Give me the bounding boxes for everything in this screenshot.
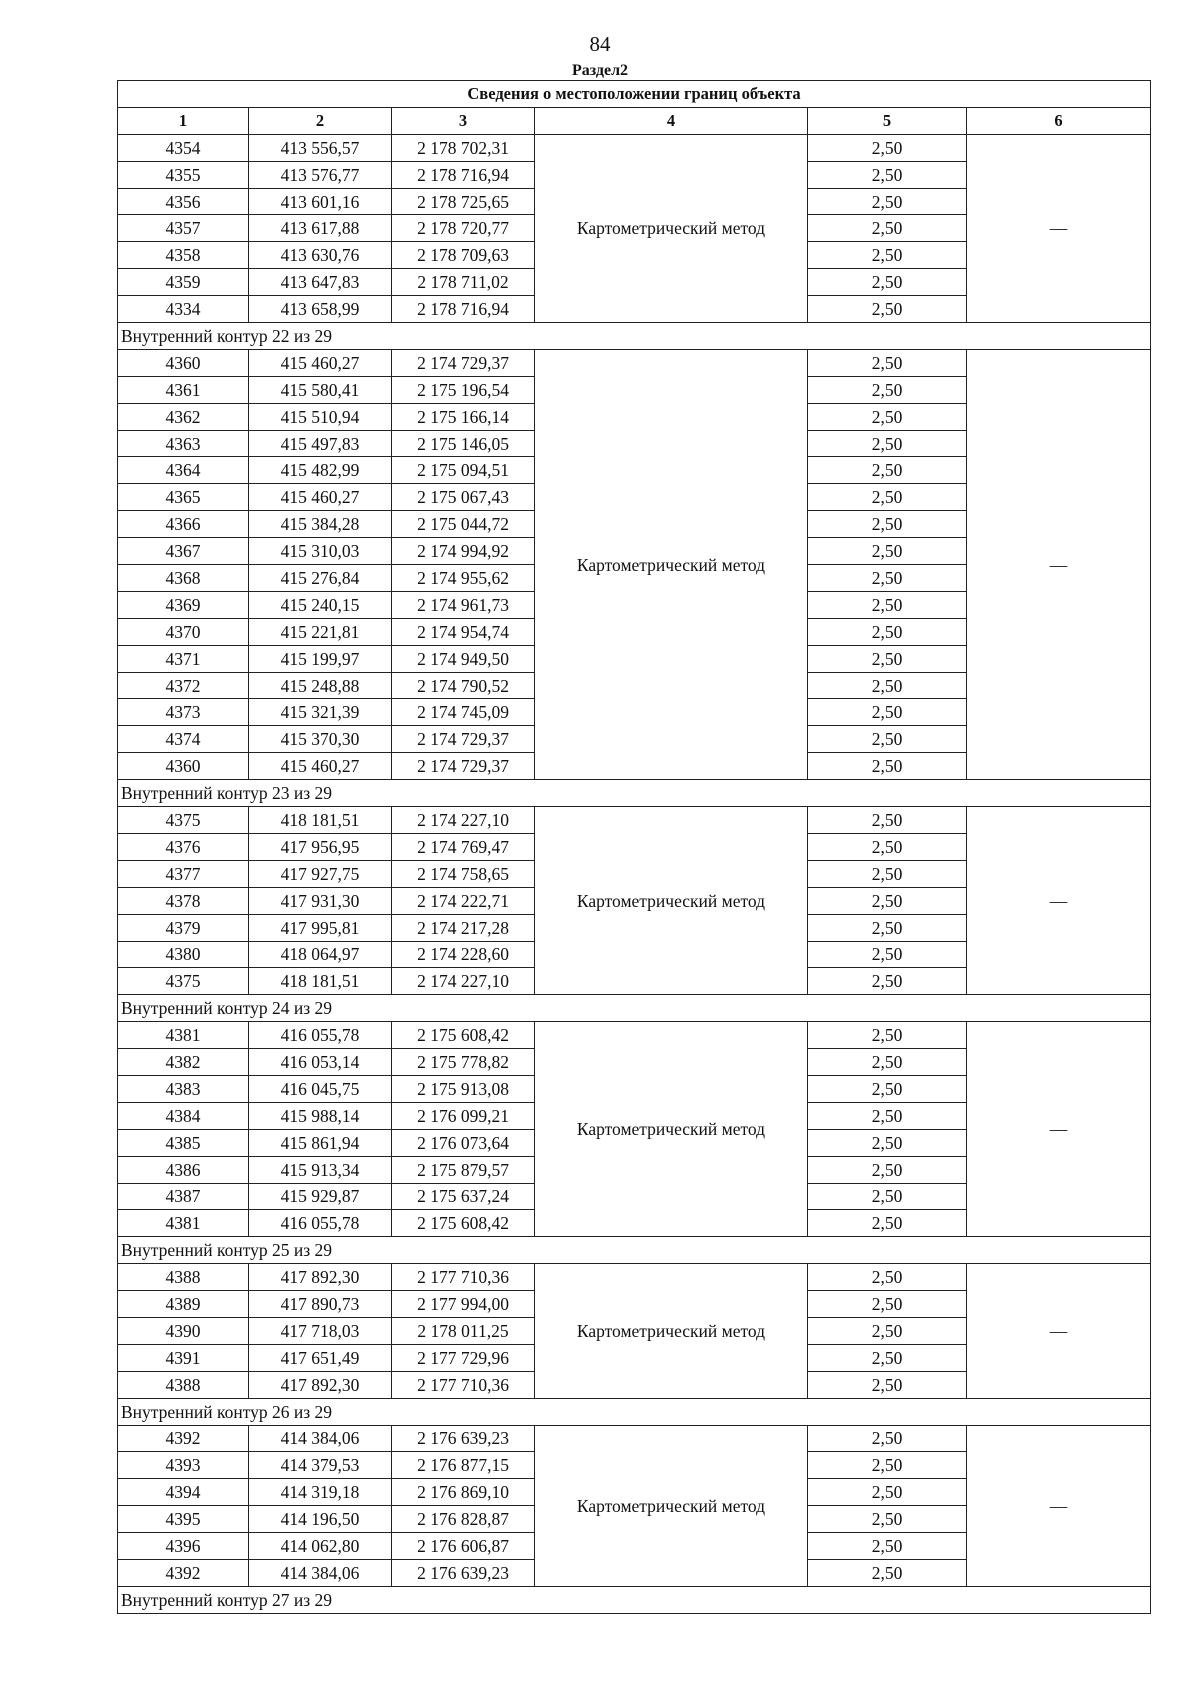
column-6-cell: — <box>967 134 1151 322</box>
point-number-cell: 4381 <box>118 1022 249 1049</box>
point-number-cell: 4389 <box>118 1291 249 1318</box>
point-number-cell: 4362 <box>118 403 249 430</box>
y-coordinate-cell: 2 178 709,63 <box>392 242 535 269</box>
x-coordinate-cell: 417 892,30 <box>249 1371 392 1398</box>
x-coordinate-cell: 413 556,57 <box>249 134 392 161</box>
y-coordinate-cell: 2 176 073,64 <box>392 1129 535 1156</box>
accuracy-cell: 2,50 <box>808 1559 967 1586</box>
accuracy-cell: 2,50 <box>808 672 967 699</box>
y-coordinate-cell: 2 174 729,37 <box>392 726 535 753</box>
accuracy-cell: 2,50 <box>808 1479 967 1506</box>
x-coordinate-cell: 413 617,88 <box>249 215 392 242</box>
point-number-cell: 4387 <box>118 1183 249 1210</box>
point-number-cell: 4371 <box>118 645 249 672</box>
point-number-cell: 4359 <box>118 269 249 296</box>
contour-heading: Внутренний контур 22 из 29 <box>118 323 1151 350</box>
point-number-cell: 4382 <box>118 1049 249 1076</box>
y-coordinate-cell: 2 174 227,10 <box>392 968 535 995</box>
accuracy-cell: 2,50 <box>808 511 967 538</box>
point-number-cell: 4392 <box>118 1425 249 1452</box>
accuracy-cell: 2,50 <box>808 538 967 565</box>
accuracy-cell: 2,50 <box>808 242 967 269</box>
column-6-cell: — <box>967 807 1151 995</box>
column-header: 4 <box>535 107 808 134</box>
point-number-cell: 4356 <box>118 188 249 215</box>
y-coordinate-cell: 2 174 769,47 <box>392 833 535 860</box>
accuracy-cell: 2,50 <box>808 1049 967 1076</box>
y-coordinate-cell: 2 176 099,21 <box>392 1102 535 1129</box>
method-cell: Картометрический метод <box>535 134 808 322</box>
accuracy-cell: 2,50 <box>808 403 967 430</box>
accuracy-cell: 2,50 <box>808 968 967 995</box>
column-header: 2 <box>249 107 392 134</box>
accuracy-cell: 2,50 <box>808 1264 967 1291</box>
x-coordinate-cell: 418 181,51 <box>249 968 392 995</box>
x-coordinate-cell: 415 861,94 <box>249 1129 392 1156</box>
y-coordinate-cell: 2 177 994,00 <box>392 1291 535 1318</box>
point-number-cell: 4378 <box>118 887 249 914</box>
contour-heading-row <box>118 780 1151 807</box>
x-coordinate-cell: 414 319,18 <box>249 1479 392 1506</box>
accuracy-cell: 2,50 <box>808 753 967 780</box>
accuracy-cell: 2,50 <box>808 591 967 618</box>
x-coordinate-cell: 414 062,80 <box>249 1533 392 1560</box>
x-coordinate-cell: 413 630,76 <box>249 242 392 269</box>
accuracy-cell: 2,50 <box>808 833 967 860</box>
point-number-cell: 4395 <box>118 1506 249 1533</box>
y-coordinate-cell: 2 176 639,23 <box>392 1559 535 1586</box>
x-coordinate-cell: 413 601,16 <box>249 188 392 215</box>
y-coordinate-cell: 2 174 994,92 <box>392 538 535 565</box>
accuracy-cell: 2,50 <box>808 457 967 484</box>
point-number-cell: 4363 <box>118 430 249 457</box>
y-coordinate-cell: 2 176 606,87 <box>392 1533 535 1560</box>
y-coordinate-cell: 2 174 217,28 <box>392 914 535 941</box>
point-number-cell: 4384 <box>118 1102 249 1129</box>
y-coordinate-cell: 2 178 711,02 <box>392 269 535 296</box>
y-coordinate-cell: 2 178 725,65 <box>392 188 535 215</box>
y-coordinate-cell: 2 176 828,87 <box>392 1506 535 1533</box>
accuracy-cell: 2,50 <box>808 215 967 242</box>
y-coordinate-cell: 2 176 639,23 <box>392 1425 535 1452</box>
y-coordinate-cell: 2 178 716,94 <box>392 296 535 323</box>
x-coordinate-cell: 415 482,99 <box>249 457 392 484</box>
point-number-cell: 4381 <box>118 1210 249 1237</box>
accuracy-cell: 2,50 <box>808 699 967 726</box>
y-coordinate-cell: 2 175 196,54 <box>392 376 535 403</box>
x-coordinate-cell: 417 931,30 <box>249 887 392 914</box>
x-coordinate-cell: 416 045,75 <box>249 1075 392 1102</box>
x-coordinate-cell: 416 053,14 <box>249 1049 392 1076</box>
point-number-cell: 4392 <box>118 1559 249 1586</box>
y-coordinate-cell: 2 175 637,24 <box>392 1183 535 1210</box>
accuracy-cell: 2,50 <box>808 349 967 376</box>
y-coordinate-cell: 2 174 954,74 <box>392 618 535 645</box>
table-row <box>118 1425 1151 1452</box>
accuracy-cell: 2,50 <box>808 618 967 645</box>
point-number-cell: 4388 <box>118 1371 249 1398</box>
x-coordinate-cell: 415 988,14 <box>249 1102 392 1129</box>
point-number-cell: 4376 <box>118 833 249 860</box>
y-coordinate-cell: 2 175 067,43 <box>392 484 535 511</box>
point-number-cell: 4386 <box>118 1156 249 1183</box>
accuracy-cell: 2,50 <box>808 1506 967 1533</box>
x-coordinate-cell: 413 576,77 <box>249 161 392 188</box>
contour-heading: Внутренний контур 27 из 29 <box>118 1586 1151 1613</box>
column-6-cell: — <box>967 1425 1151 1586</box>
y-coordinate-cell: 2 176 869,10 <box>392 1479 535 1506</box>
column-header: 1 <box>118 107 249 134</box>
column-header: 5 <box>808 107 967 134</box>
point-number-cell: 4366 <box>118 511 249 538</box>
accuracy-cell: 2,50 <box>808 807 967 834</box>
accuracy-cell: 2,50 <box>808 134 967 161</box>
point-number-cell: 4394 <box>118 1479 249 1506</box>
y-coordinate-cell: 2 175 778,82 <box>392 1049 535 1076</box>
accuracy-cell: 2,50 <box>808 887 967 914</box>
y-coordinate-cell: 2 178 716,94 <box>392 161 535 188</box>
accuracy-cell: 2,50 <box>808 941 967 968</box>
accuracy-cell: 2,50 <box>808 914 967 941</box>
table-header-row <box>118 107 1151 134</box>
x-coordinate-cell: 417 718,03 <box>249 1317 392 1344</box>
point-number-cell: 4372 <box>118 672 249 699</box>
accuracy-cell: 2,50 <box>808 1425 967 1452</box>
column-header: 3 <box>392 107 535 134</box>
accuracy-cell: 2,50 <box>808 1022 967 1049</box>
x-coordinate-cell: 415 460,27 <box>249 349 392 376</box>
accuracy-cell: 2,50 <box>808 269 967 296</box>
accuracy-cell: 2,50 <box>808 1129 967 1156</box>
x-coordinate-cell: 415 321,39 <box>249 699 392 726</box>
x-coordinate-cell: 417 890,73 <box>249 1291 392 1318</box>
x-coordinate-cell: 415 370,30 <box>249 726 392 753</box>
x-coordinate-cell: 414 384,06 <box>249 1425 392 1452</box>
accuracy-cell: 2,50 <box>808 1452 967 1479</box>
x-coordinate-cell: 415 199,97 <box>249 645 392 672</box>
column-6-cell: — <box>967 1264 1151 1398</box>
y-coordinate-cell: 2 177 710,36 <box>392 1371 535 1398</box>
x-coordinate-cell: 414 384,06 <box>249 1559 392 1586</box>
point-number-cell: 4377 <box>118 860 249 887</box>
accuracy-cell: 2,50 <box>808 430 967 457</box>
y-coordinate-cell: 2 175 608,42 <box>392 1210 535 1237</box>
table-caption-row <box>118 81 1151 108</box>
point-number-cell: 4383 <box>118 1075 249 1102</box>
x-coordinate-cell: 413 658,99 <box>249 296 392 323</box>
accuracy-cell: 2,50 <box>808 161 967 188</box>
accuracy-cell: 2,50 <box>808 1210 967 1237</box>
y-coordinate-cell: 2 174 227,10 <box>392 807 535 834</box>
y-coordinate-cell: 2 175 146,05 <box>392 430 535 457</box>
accuracy-cell: 2,50 <box>808 1075 967 1102</box>
contour-heading-row <box>118 1237 1151 1264</box>
point-number-cell: 4370 <box>118 618 249 645</box>
point-number-cell: 4354 <box>118 134 249 161</box>
point-number-cell: 4375 <box>118 968 249 995</box>
point-number-cell: 4375 <box>118 807 249 834</box>
accuracy-cell: 2,50 <box>808 376 967 403</box>
accuracy-cell: 2,50 <box>808 1317 967 1344</box>
accuracy-cell: 2,50 <box>808 1344 967 1371</box>
column-6-cell: — <box>967 1022 1151 1237</box>
y-coordinate-cell: 2 174 790,52 <box>392 672 535 699</box>
x-coordinate-cell: 417 995,81 <box>249 914 392 941</box>
point-number-cell: 4385 <box>118 1129 249 1156</box>
point-number-cell: 4358 <box>118 242 249 269</box>
x-coordinate-cell: 414 379,53 <box>249 1452 392 1479</box>
point-number-cell: 4360 <box>118 753 249 780</box>
section-title: Раздел2 <box>571 62 629 79</box>
y-coordinate-cell: 2 177 729,96 <box>392 1344 535 1371</box>
accuracy-cell: 2,50 <box>808 565 967 592</box>
accuracy-cell: 2,50 <box>808 1371 967 1398</box>
table-row <box>118 349 1151 376</box>
y-coordinate-cell: 2 174 729,37 <box>392 753 535 780</box>
contour-heading: Внутренний контур 26 из 29 <box>118 1398 1151 1425</box>
y-coordinate-cell: 2 174 955,62 <box>392 565 535 592</box>
x-coordinate-cell: 417 651,49 <box>249 1344 392 1371</box>
accuracy-cell: 2,50 <box>808 1183 967 1210</box>
x-coordinate-cell: 417 892,30 <box>249 1264 392 1291</box>
x-coordinate-cell: 415 384,28 <box>249 511 392 538</box>
point-number-cell: 4365 <box>118 484 249 511</box>
point-number-cell: 4369 <box>118 591 249 618</box>
accuracy-cell: 2,50 <box>808 645 967 672</box>
table-row <box>118 1022 1151 1049</box>
accuracy-cell: 2,50 <box>808 1156 967 1183</box>
page-number: 84 <box>589 32 611 56</box>
x-coordinate-cell: 418 064,97 <box>249 941 392 968</box>
x-coordinate-cell: 414 196,50 <box>249 1506 392 1533</box>
x-coordinate-cell: 415 221,81 <box>249 618 392 645</box>
y-coordinate-cell: 2 174 949,50 <box>392 645 535 672</box>
point-number-cell: 4355 <box>118 161 249 188</box>
table-caption: Сведения о местоположении границ объекта <box>118 81 1151 108</box>
point-number-cell: 4396 <box>118 1533 249 1560</box>
y-coordinate-cell: 2 174 745,09 <box>392 699 535 726</box>
y-coordinate-cell: 2 174 228,60 <box>392 941 535 968</box>
accuracy-cell: 2,50 <box>808 1102 967 1129</box>
method-cell: Картометрический метод <box>535 349 808 779</box>
accuracy-cell: 2,50 <box>808 484 967 511</box>
y-coordinate-cell: 2 178 720,77 <box>392 215 535 242</box>
point-number-cell: 4388 <box>118 1264 249 1291</box>
point-number-cell: 4380 <box>118 941 249 968</box>
x-coordinate-cell: 415 310,03 <box>249 538 392 565</box>
table-row <box>118 134 1151 161</box>
x-coordinate-cell: 415 248,88 <box>249 672 392 699</box>
y-coordinate-cell: 2 176 877,15 <box>392 1452 535 1479</box>
point-number-cell: 4364 <box>118 457 249 484</box>
x-coordinate-cell: 416 055,78 <box>249 1210 392 1237</box>
y-coordinate-cell: 2 175 166,14 <box>392 403 535 430</box>
contour-heading-row <box>118 995 1151 1022</box>
x-coordinate-cell: 415 497,83 <box>249 430 392 457</box>
point-number-cell: 4357 <box>118 215 249 242</box>
method-cell: Картометрический метод <box>535 807 808 995</box>
accuracy-cell: 2,50 <box>808 726 967 753</box>
contour-heading: Внутренний контур 25 из 29 <box>118 1237 1151 1264</box>
method-cell: Картометрический метод <box>535 1264 808 1398</box>
point-number-cell: 4360 <box>118 349 249 376</box>
point-number-cell: 4334 <box>118 296 249 323</box>
accuracy-cell: 2,50 <box>808 188 967 215</box>
point-number-cell: 4379 <box>118 914 249 941</box>
y-coordinate-cell: 2 177 710,36 <box>392 1264 535 1291</box>
y-coordinate-cell: 2 174 961,73 <box>392 591 535 618</box>
point-number-cell: 4361 <box>118 376 249 403</box>
point-number-cell: 4373 <box>118 699 249 726</box>
table-row <box>118 807 1151 834</box>
x-coordinate-cell: 415 460,27 <box>249 484 392 511</box>
x-coordinate-cell: 418 181,51 <box>249 807 392 834</box>
x-coordinate-cell: 415 276,84 <box>249 565 392 592</box>
x-coordinate-cell: 415 510,94 <box>249 403 392 430</box>
y-coordinate-cell: 2 178 011,25 <box>392 1317 535 1344</box>
y-coordinate-cell: 2 175 879,57 <box>392 1156 535 1183</box>
point-number-cell: 4374 <box>118 726 249 753</box>
contour-heading-row <box>118 323 1151 350</box>
contour-heading-row <box>118 1586 1151 1613</box>
y-coordinate-cell: 2 175 913,08 <box>392 1075 535 1102</box>
accuracy-cell: 2,50 <box>808 1533 967 1560</box>
y-coordinate-cell: 2 174 758,65 <box>392 860 535 887</box>
x-coordinate-cell: 415 460,27 <box>249 753 392 780</box>
method-cell: Картометрический метод <box>535 1022 808 1237</box>
x-coordinate-cell: 413 647,83 <box>249 269 392 296</box>
y-coordinate-cell: 2 175 608,42 <box>392 1022 535 1049</box>
contour-heading-row <box>118 1398 1151 1425</box>
x-coordinate-cell: 415 240,15 <box>249 591 392 618</box>
point-number-cell: 4368 <box>118 565 249 592</box>
accuracy-cell: 2,50 <box>808 860 967 887</box>
contour-heading: Внутренний контур 24 из 29 <box>118 995 1151 1022</box>
x-coordinate-cell: 417 927,75 <box>249 860 392 887</box>
x-coordinate-cell: 416 055,78 <box>249 1022 392 1049</box>
x-coordinate-cell: 415 913,34 <box>249 1156 392 1183</box>
contour-heading: Внутренний контур 23 из 29 <box>118 780 1151 807</box>
y-coordinate-cell: 2 174 729,37 <box>392 349 535 376</box>
point-number-cell: 4390 <box>118 1317 249 1344</box>
method-cell: Картометрический метод <box>535 1425 808 1586</box>
column-header: 6 <box>967 107 1151 134</box>
x-coordinate-cell: 415 580,41 <box>249 376 392 403</box>
table-row <box>118 1264 1151 1291</box>
x-coordinate-cell: 417 956,95 <box>249 833 392 860</box>
x-coordinate-cell: 415 929,87 <box>249 1183 392 1210</box>
boundary-coordinates-table <box>117 80 1151 1614</box>
y-coordinate-cell: 2 175 094,51 <box>392 457 535 484</box>
column-6-cell: — <box>967 349 1151 779</box>
y-coordinate-cell: 2 178 702,31 <box>392 134 535 161</box>
y-coordinate-cell: 2 174 222,71 <box>392 887 535 914</box>
point-number-cell: 4391 <box>118 1344 249 1371</box>
y-coordinate-cell: 2 175 044,72 <box>392 511 535 538</box>
point-number-cell: 4367 <box>118 538 249 565</box>
point-number-cell: 4393 <box>118 1452 249 1479</box>
accuracy-cell: 2,50 <box>808 1291 967 1318</box>
accuracy-cell: 2,50 <box>808 296 967 323</box>
